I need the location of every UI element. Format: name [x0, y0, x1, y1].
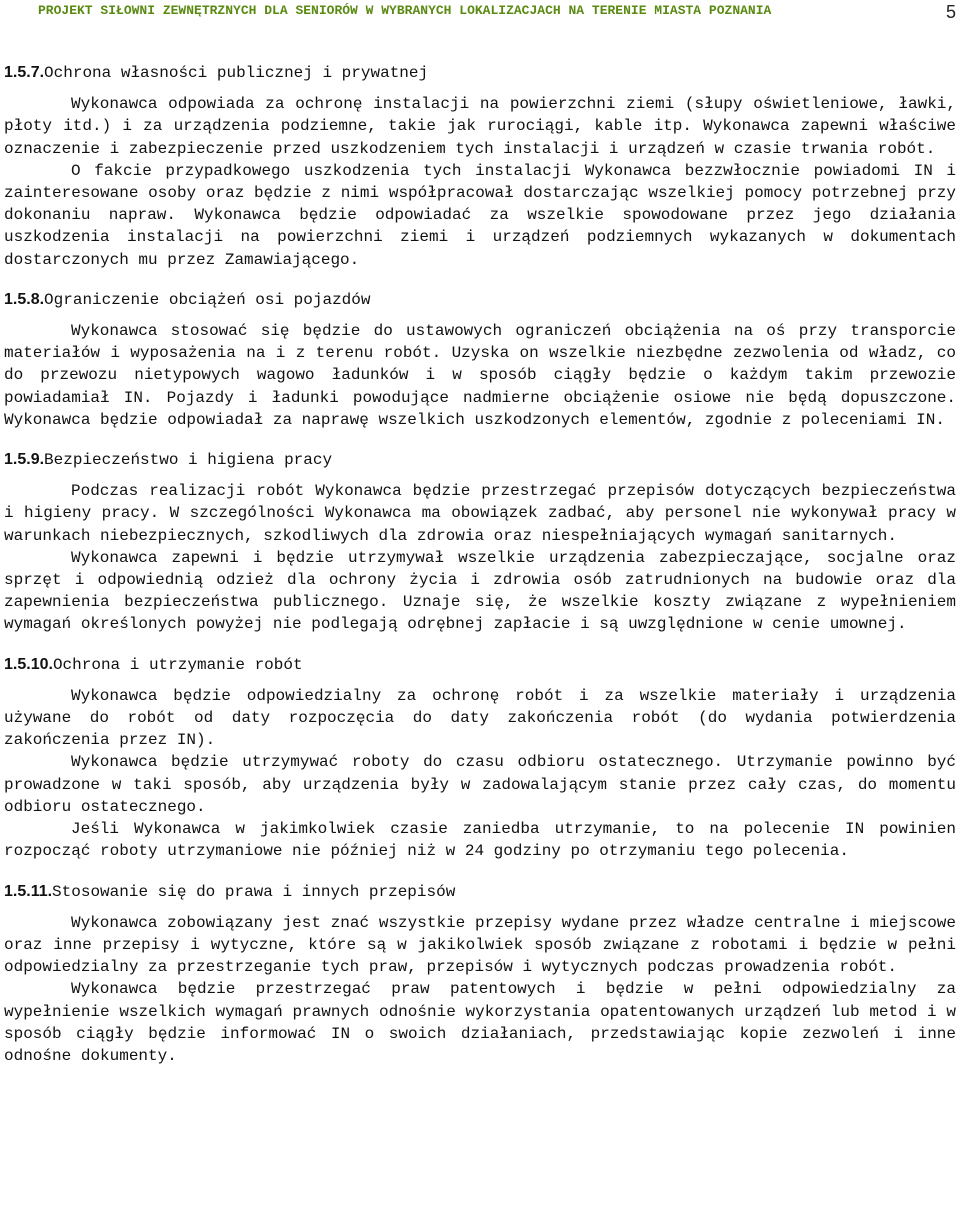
section-heading — [4, 654, 956, 676]
section-title: Stosowanie się do prawa i innych przepisów — [52, 882, 456, 901]
section-heading — [4, 449, 956, 471]
paragraph: Podczas realizacji robót Wykonawca będzie przestrzegać przepisów dotyczących bezpieczeństwa i higieny pracy. W szczególności Wykonawca ma obowiązek zadbać, aby personel nie wykonywał pracy w warunkach niebezpiecznych, szkodliwych dla zdrowia oraz niespełniających wymagań sanitarnych. — [4, 482, 956, 545]
paragraph: Wykonawca będzie utrzymywać roboty do czasu odbioru ostatecznego. Utrzymanie powinno być prowadzone w taki sposób, aby urządzenia były w zadowalającym stanie przez cały czas, do momentu odbioru ostatecznego. — [4, 753, 956, 816]
section-1-5-7 — [4, 62, 956, 271]
paragraph: Wykonawca będzie odpowiedzialny za ochronę robót i za wszelkie materiały i urządzenia używane do robót od daty rozpoczęcia do daty zakończenia robót (do wydania potwierdzenia zakończenia przez IN). — [4, 686, 956, 750]
page-header — [0, 0, 960, 30]
section-title: Ochrona własności publicznej i prywatnej — [44, 64, 429, 82]
paragraph: Wykonawca zobowiązany jest znać wszystkie przepisy wydane przez władze centralne i miejscowe oraz inne przepisy i wytyczne, które są w jakikolwiek sposób związane z robotami i będzie w pełni odpowiedzialny za przestrzeganie tych praw, przepisów i wytycznych podczas prowadzenia robót. — [4, 913, 956, 977]
section-number: 1.5.8. — [4, 290, 45, 308]
section-number: 1.5.10. — [4, 655, 53, 673]
section-heading — [4, 881, 956, 903]
section-heading — [4, 289, 956, 311]
document-title: PROJEKT SIŁOWNI ZEWNĘTRZNYCH DLA SENIORÓW W WYBRANYCH LOKALIZACJACH NA TERENIE MIASTA POZNANIA — [38, 3, 772, 18]
paragraph: Wykonawca odpowiada za ochronę instalacji na powierzchni ziemi (słupy oświetleniowe, ławki, płoty itd.) i za urządzenia podziemne, takie jak rurociągi, kable itp. Wykonawca zapewni właściwe oznaczenie i zabezpieczenie przed uszkodzeniem tych instalacji i urządzeń w czasie trwania robót. — [4, 95, 956, 158]
paragraph: Jeśli Wykonawca w jakimkolwiek czasie zaniedba utrzymanie, to na polecenie IN powinien rozpocząć roboty utrzymaniowe nie później niż w 24 godziny po otrzymaniu tego polecenia. — [4, 820, 956, 861]
section-number: 1.5.7. — [4, 64, 45, 81]
page-number: 5 — [946, 2, 957, 22]
section-title: Bezpieczeństwo i higiena pracy — [44, 451, 333, 470]
section-number: 1.5.9. — [4, 451, 45, 469]
section-heading — [4, 62, 956, 84]
section-title: Ochrona i utrzymanie robót — [52, 655, 303, 674]
section-1-5-9 — [4, 449, 956, 636]
paragraph: Wykonawca stosować się będzie do ustawowych ograniczeń obciążenia na oś przy transporcie materiałów i wyposażenia na i z terenu robót. Uzyska on wszelkie niezbędne zezwolenia od władz, co do przewozu nietypowych wagowo ładunków i w sposób ciągły będzie o każdym takim przewozie powiadamiał IN. Pojazdy i ładunki powodujące nadmierne obciążenie osiowe nie będą dopuszczone. Wykonawca będzie odpowiadał za naprawę wszelkich uszkodzonych elementów, zgodnie z poleceniami IN. — [4, 322, 956, 429]
section-1-5-8 — [4, 289, 956, 431]
document-body — [4, 62, 956, 1067]
paragraph: Wykonawca będzie przestrzegać praw patentowych i będzie w pełni odpowiedzialny za wypełnienie wszelkich wymagań prawnych odnośnie wykorzystania opatentowanych urządzeń lub metod i w sposób ciągły będzie informować IN o swoich działaniach, przedstawiając kopie zezwoleń i inne odnośne dokumenty. — [4, 980, 956, 1065]
section-number: 1.5.11. — [4, 882, 53, 900]
paragraph: Wykonawca zapewni i będzie utrzymywał wszelkie urządzenia zabezpieczające, socjalne oraz sprzęt i odpowiednią odzież dla ochrony życia i zdrowia osób zatrudnionych na budowie oraz dla zapewnienia bezpieczeństwa publicznego. Uznaje się, że wszelkie koszty związane z wypełnieniem wymagań określonych powyżej nie podlegają odrębnej zapłacie i są uwzględnione w cenie umownej. — [4, 548, 956, 634]
section-title: Ograniczenie obciążeń osi pojazdów — [44, 290, 371, 309]
section-1-5-11 — [4, 881, 956, 1068]
paragraph: O fakcie przypadkowego uszkodzenia tych instalacji Wykonawca bezzwłocznie powiadomi IN i zainteresowane osoby oraz będzie z nimi współpracował dostarczając wszelkiej pomocy potrzebnej przy dokonaniu napraw. Wykonawca będzie odpowiadać za wszelkie spowodowane przez jego działania uszkodzenia instalacji na powierzchni ziemi i urządzeń podziemnych wykazanych w dokumentach dostarczonych mu przez Zamawiającego. — [4, 161, 956, 269]
section-1-5-10 — [4, 654, 956, 863]
